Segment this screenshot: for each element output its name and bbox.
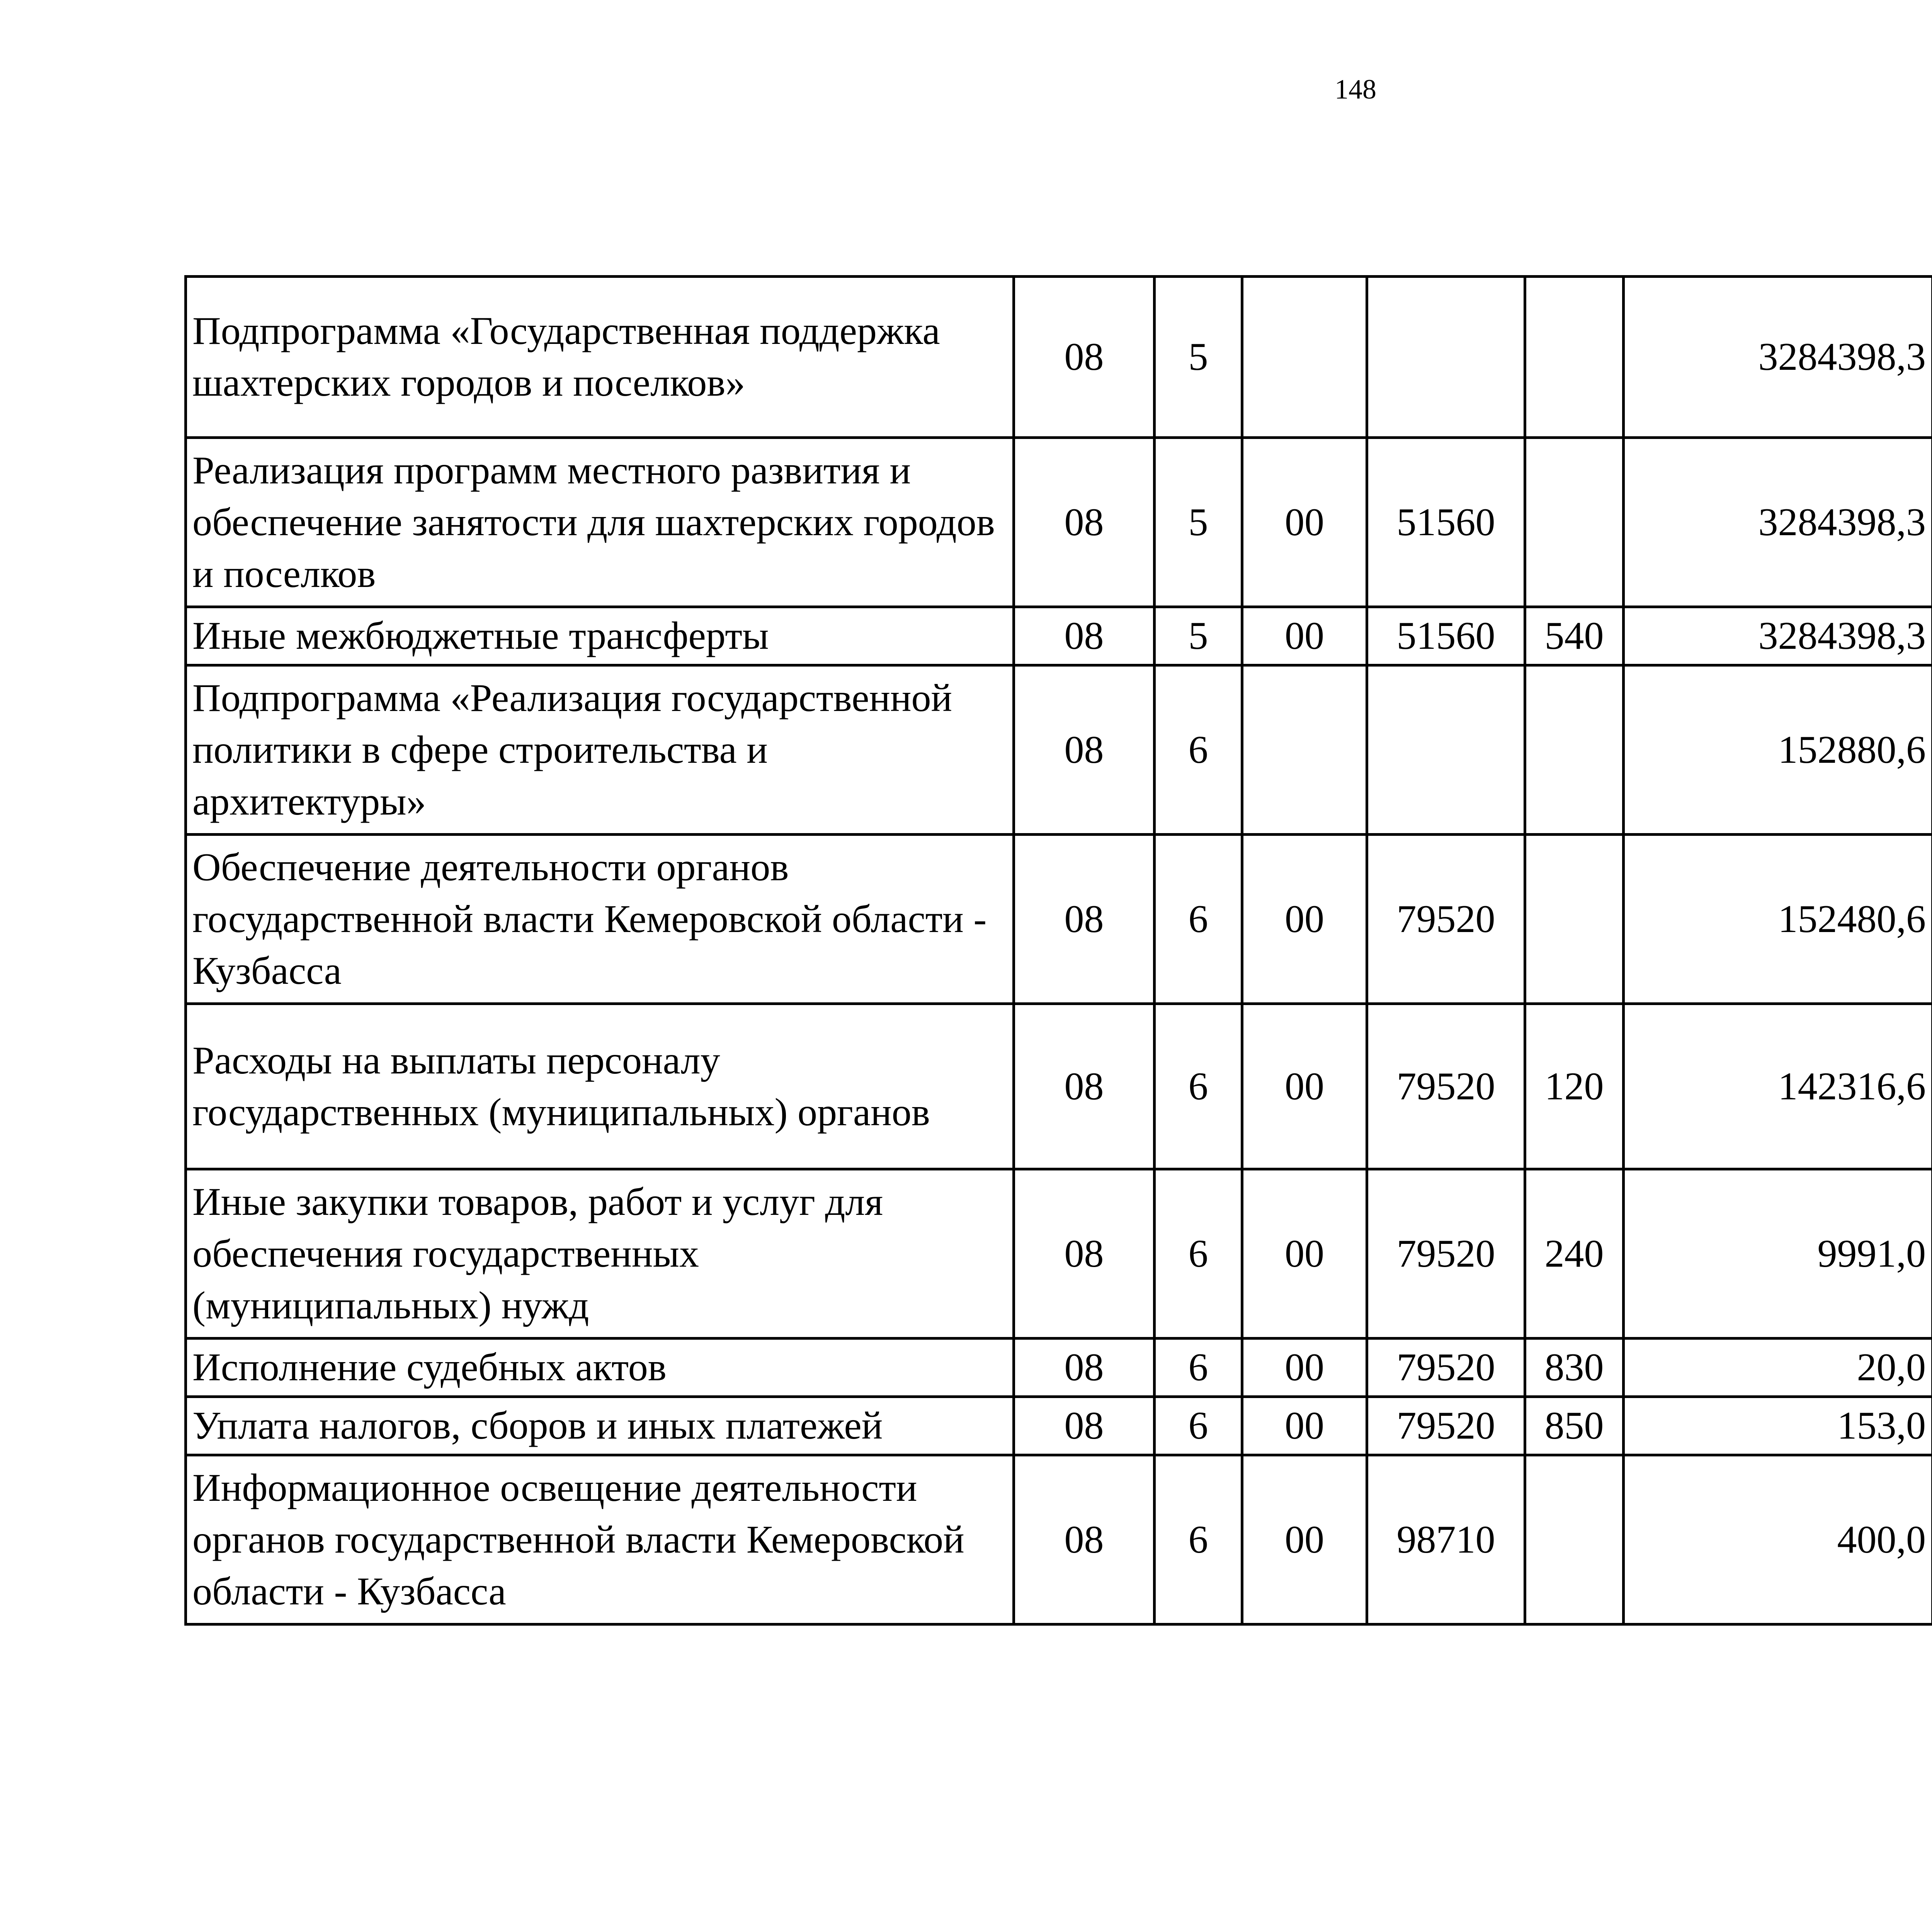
code-subprogram: 5 [1155,277,1242,438]
code-target: 79520 [1367,1004,1525,1169]
code-section: 08 [1014,1397,1155,1455]
table-row [186,835,1932,1004]
code-expense-type: 240 [1525,1169,1624,1339]
code-expense-type: 120 [1525,1004,1624,1169]
code-direction: 00 [1242,607,1367,665]
code-direction: 00 [1242,438,1367,607]
code-section: 08 [1014,438,1155,607]
table-row [186,277,1932,438]
code-target: 51560 [1367,438,1525,607]
code-subprogram: 6 [1155,1339,1242,1397]
code-section: 08 [1014,607,1155,665]
value-year-1: 142316,6 [1624,1004,1932,1169]
table-row [186,1339,1932,1397]
code-section: 08 [1014,835,1155,1004]
code-subprogram: 6 [1155,1169,1242,1339]
table-row [186,607,1932,665]
code-expense-type: 830 [1525,1339,1624,1397]
value-year-1: 3284398,3 [1624,277,1932,438]
code-direction: 00 [1242,1339,1367,1397]
code-section: 08 [1014,1004,1155,1169]
code-section: 08 [1014,1339,1155,1397]
code-direction [1242,277,1367,438]
code-target: 79520 [1367,1339,1525,1397]
code-direction [1242,665,1367,835]
code-direction: 00 [1242,1004,1367,1169]
value-year-1: 3284398,3 [1624,438,1932,607]
code-section: 08 [1014,665,1155,835]
code-target: 98710 [1367,1455,1525,1624]
code-direction: 00 [1242,1397,1367,1455]
code-direction: 00 [1242,1169,1367,1339]
row-name: Реализация программ местного развития и обеспечение занятости для шахтерских городов и поселков [186,438,1014,607]
code-target [1367,665,1525,835]
code-direction: 00 [1242,835,1367,1004]
code-subprogram: 6 [1155,665,1242,835]
code-subprogram: 6 [1155,1004,1242,1169]
value-year-1: 153,0 [1624,1397,1932,1455]
table-row [186,1169,1932,1339]
code-section: 08 [1014,277,1155,438]
table-row [186,438,1932,607]
code-target: 79520 [1367,1397,1525,1455]
code-expense-type: 540 [1525,607,1624,665]
value-year-1: 152480,6 [1624,835,1932,1004]
code-expense-type [1525,1455,1624,1624]
code-subprogram: 6 [1155,1397,1242,1455]
code-target [1367,277,1525,438]
page-number: 148 [1335,74,1376,105]
value-year-1: 152880,6 [1624,665,1932,835]
code-section: 08 [1014,1455,1155,1624]
value-year-1: 400,0 [1624,1455,1932,1624]
table-row [186,1397,1932,1455]
code-subprogram: 5 [1155,438,1242,607]
table-row [186,1004,1932,1169]
code-target: 79520 [1367,1169,1525,1339]
code-expense-type [1525,835,1624,1004]
row-name: Иные закупки товаров, работ и услуг для обеспечения государственных (муниципальных) нужд [186,1169,1014,1339]
value-year-1: 20,0 [1624,1339,1932,1397]
row-name: Подпрограмма «Реализация государственной политики в сфере строительства и архитектуры» [186,665,1014,835]
row-name: Уплата налогов, сборов и иных платежей [186,1397,1014,1455]
budget-table [184,275,1932,1626]
row-name: Расходы на выплаты персоналу государственных (муниципальных) органов [186,1004,1014,1169]
code-expense-type [1525,277,1624,438]
row-name: Информационное освещение деятельности органов государственной власти Кемеровской области - Кузбасса [186,1455,1014,1624]
code-expense-type [1525,665,1624,835]
code-target: 79520 [1367,835,1525,1004]
code-target: 51560 [1367,607,1525,665]
code-section: 08 [1014,1169,1155,1339]
value-year-1: 9991,0 [1624,1169,1932,1339]
row-name: Обеспечение деятельности органов государственной власти Кемеровской области - Кузбасса [186,835,1014,1004]
table-row [186,1455,1932,1624]
code-subprogram: 6 [1155,1455,1242,1624]
code-expense-type: 850 [1525,1397,1624,1455]
code-subprogram: 6 [1155,835,1242,1004]
table-row [186,665,1932,835]
code-direction: 00 [1242,1455,1367,1624]
row-name: Иные межбюджетные трансферты [186,607,1014,665]
code-subprogram: 5 [1155,607,1242,665]
row-name: Исполнение судебных актов [186,1339,1014,1397]
code-expense-type [1525,438,1624,607]
value-year-1: 3284398,3 [1624,607,1932,665]
row-name: Подпрограмма «Государственная поддержка шахтерских городов и поселков» [186,277,1014,438]
